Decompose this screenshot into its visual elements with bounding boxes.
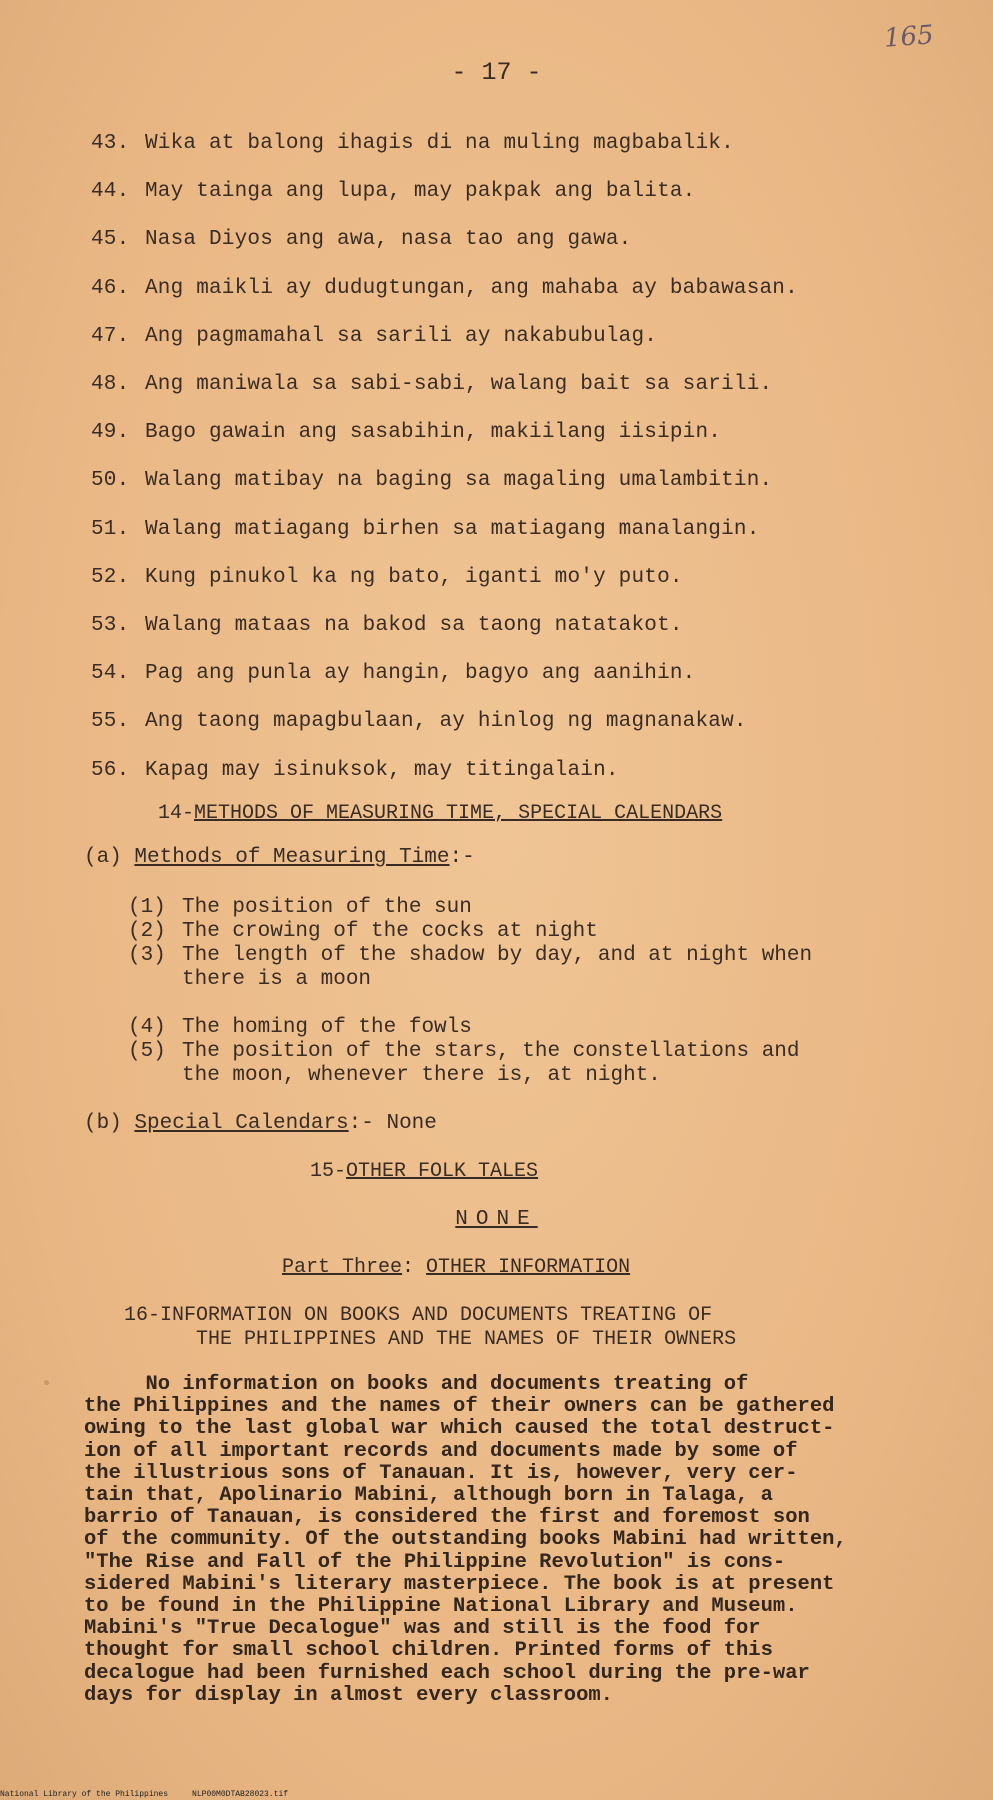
proverb-item bbox=[91, 469, 772, 492]
method-item bbox=[128, 944, 812, 992]
section-14-prefix: 14- bbox=[158, 802, 195, 825]
paragraph-line: the illustrious sons of Tanauan. It is, however, very cer- bbox=[84, 1461, 798, 1485]
proverb-number: 47. bbox=[91, 324, 130, 348]
proverb-text: Wika at balong ihagis di na muling magbabalik. bbox=[145, 132, 734, 155]
method-text: The position of the stars, the constellations and bbox=[182, 1040, 800, 1063]
proverb-item bbox=[91, 614, 683, 637]
proverb-text: Nasa Diyos ang awa, nasa tao ang gawa. bbox=[145, 228, 632, 252]
part-three-suffix: : bbox=[402, 1256, 427, 1279]
proverb-text: Kapag may isinuksok, may titingalain. bbox=[145, 758, 619, 782]
paragraph-line: thought for small school children. Printed forms of this bbox=[84, 1639, 773, 1663]
proverb-item bbox=[91, 566, 683, 589]
proverb-text: Ang maniwala sa sabi-sabi, walang bait sa sarili. bbox=[145, 373, 773, 396]
footer-source: National Library of the Philippines bbox=[0, 1790, 169, 1799]
proverb-text: Kung pinukol ka ng bato, iganti mo'y puto. bbox=[145, 565, 683, 589]
proverb-item bbox=[91, 228, 631, 251]
proverb-text: Walang matibay na baging sa magaling umalambitin. bbox=[145, 469, 773, 493]
proverb-number: 49. bbox=[91, 421, 130, 445]
paragraph-line: barrio of Tanauan, is considered the first and foremost son bbox=[84, 1506, 810, 1530]
proverb-item bbox=[91, 180, 696, 203]
method-text-continued: the moon, whenever there is, at night. bbox=[182, 1064, 661, 1087]
proverb-number: 56. bbox=[91, 758, 130, 782]
paragraph-line: tain that, Apolinario Mabini, although born in Talaga, a bbox=[84, 1484, 773, 1508]
proverb-item bbox=[91, 325, 657, 348]
proverb-item bbox=[91, 373, 772, 396]
section-16-heading-line2: THE PHILIPPINES AND THE NAMES OF THEIR OWNERS bbox=[196, 1328, 737, 1351]
section-15-title: OTHER FOLK TALES bbox=[346, 1160, 539, 1183]
paragraph-line: the Philippines and the names of their owners can be gathered bbox=[84, 1395, 835, 1419]
methods-label bbox=[84, 846, 475, 869]
method-text: The crowing of the cocks at night bbox=[182, 920, 598, 943]
method-text: The position of the sun bbox=[182, 896, 472, 919]
handwritten-page-number: 165 bbox=[883, 20, 935, 54]
proverb-item bbox=[91, 710, 747, 733]
proverb-text: Ang maikli ay dudugtungan, ang mahaba ay babawasan. bbox=[145, 276, 798, 300]
proverb-number: 53. bbox=[91, 614, 130, 637]
proverb-item bbox=[91, 662, 696, 685]
proverb-number: 45. bbox=[91, 228, 130, 252]
section-14-heading bbox=[158, 802, 722, 825]
method-text: The length of the shadow by day, and at night when bbox=[182, 944, 813, 967]
calendars-label-suffix: :- None bbox=[348, 1112, 437, 1135]
section-16-heading-line1: 16-INFORMATION ON BOOKS AND DOCUMENTS TREATING OF bbox=[124, 1304, 713, 1327]
section-15-prefix: 15- bbox=[310, 1160, 347, 1183]
proverb-number: 50. bbox=[91, 469, 130, 493]
proverb-text: Bago gawain ang sasabihin, makiilang iisipin. bbox=[145, 421, 722, 445]
proverb-number: 54. bbox=[91, 662, 130, 686]
proverb-item bbox=[91, 759, 619, 782]
calendars-label-text: Special Calendars bbox=[134, 1112, 349, 1135]
paragraph-line: decalogue had been furnished each school during the pre-war bbox=[84, 1661, 810, 1685]
proverb-text: Pag ang punla ay hangin, bagyo ang aanihin. bbox=[145, 662, 696, 686]
calendars-label bbox=[84, 1112, 437, 1135]
proverb-item bbox=[91, 518, 760, 541]
body-paragraph bbox=[84, 1374, 847, 1707]
part-three-subtitle: OTHER INFORMATION bbox=[426, 1256, 631, 1279]
proverb-number: 52. bbox=[91, 565, 130, 589]
none-text: NONE bbox=[455, 1208, 538, 1231]
paragraph-line: of the community. Of the outstanding books Mabini had written, bbox=[84, 1528, 847, 1552]
paragraph-line: owing to the last global war which caused the total destruct- bbox=[84, 1417, 835, 1441]
calendars-label-prefix: (b) bbox=[84, 1112, 135, 1135]
paragraph-line: to be found in the Philippine National Library and Museum. bbox=[84, 1595, 798, 1619]
method-item bbox=[128, 1016, 472, 1040]
proverb-text: Ang taong mapagbulaan, ay hinlog ng magnanakaw. bbox=[145, 710, 747, 734]
paragraph-line: days for display in almost every classroom. bbox=[84, 1683, 613, 1707]
proverb-item bbox=[91, 132, 734, 155]
methods-label-text: Methods of Measuring Time bbox=[134, 846, 450, 869]
proverb-number: 55. bbox=[91, 710, 130, 734]
proverb-text: Walang matiagang birhen sa matiagang manalangin. bbox=[145, 517, 760, 541]
method-item bbox=[128, 1040, 800, 1088]
paragraph-line: Mabini's "True Decalogue" was and still is the food for bbox=[84, 1617, 761, 1641]
method-item bbox=[128, 896, 472, 920]
method-text-continued: there is a moon bbox=[182, 968, 372, 991]
page-number: - 17 - bbox=[451, 58, 542, 87]
proverb-number: 48. bbox=[91, 373, 130, 396]
method-number: (1) bbox=[128, 896, 166, 919]
paragraph-line: sidered Mabini's literary masterpiece. The book is at present bbox=[84, 1572, 835, 1596]
proverb-number: 46. bbox=[91, 276, 130, 300]
paragraph-line: "The Rise and Fall of the Philippine Revolution" is cons- bbox=[84, 1550, 786, 1574]
footer-filename: NLP00M0DTAB28023.tif bbox=[192, 1790, 289, 1799]
proverb-number: 43. bbox=[91, 132, 130, 155]
method-number: (3) bbox=[128, 944, 166, 967]
part-three-heading bbox=[282, 1256, 630, 1279]
methods-label-prefix: (a) bbox=[84, 846, 135, 869]
paragraph-line: No information on books and documents treating of bbox=[84, 1373, 749, 1396]
proverb-number: 44. bbox=[91, 180, 130, 204]
ink-spot bbox=[44, 1380, 49, 1385]
section-15-heading bbox=[310, 1160, 538, 1183]
proverb-number: 51. bbox=[91, 517, 130, 541]
scan-footer bbox=[0, 1790, 288, 1799]
method-number: (2) bbox=[128, 920, 166, 943]
section-14-title: METHODS OF MEASURING TIME, SPECIAL CALENDARS bbox=[194, 802, 723, 825]
part-three-title: Part Three bbox=[282, 1256, 403, 1279]
paragraph-line: ion of all important records and documents made by some of bbox=[84, 1439, 798, 1463]
methods-label-suffix: :- bbox=[449, 846, 475, 869]
proverb-text: Walang mataas na bakod sa taong natatakot. bbox=[145, 614, 683, 637]
method-number: (5) bbox=[128, 1040, 166, 1063]
method-item bbox=[128, 920, 598, 944]
proverb-item bbox=[91, 421, 721, 444]
proverb-text: Ang pagmamahal sa sarili ay nakabubulag. bbox=[145, 324, 658, 348]
proverb-item bbox=[91, 277, 798, 300]
method-text: The homing of the fowls bbox=[182, 1016, 472, 1039]
proverb-text: May tainga ang lupa, may pakpak ang balita. bbox=[145, 180, 696, 204]
method-number: (4) bbox=[128, 1016, 166, 1039]
